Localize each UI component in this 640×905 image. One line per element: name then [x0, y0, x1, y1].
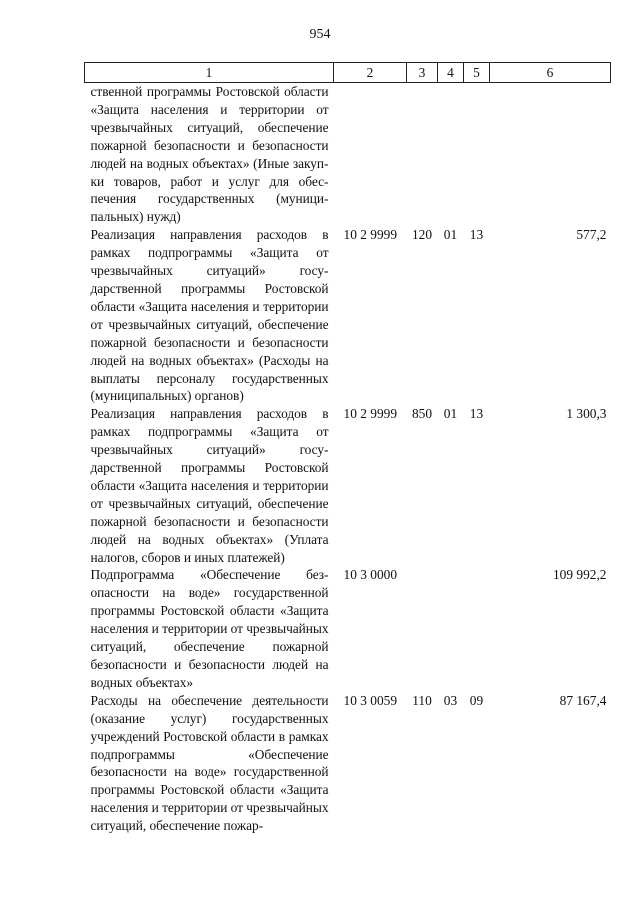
row-description: Реализация направления расходов в рамках подпрограммы «Защита от чрезвычайных ситуаций» государственной программы Ростовской области «Защита населения и территории от чрезвычайных ситуаций, обеспечение пожарной безопасности и безопасности людей на водных объектах» (Расходы на выплаты персоналу государственных (муниципальных) органов) [90, 227, 329, 404]
row-pr: 13 [469, 406, 484, 422]
header-col-6: 6 [490, 63, 611, 83]
row-vr: 120 [411, 227, 433, 243]
budget-table [84, 62, 611, 835]
header-col-1: 1 [85, 63, 334, 83]
table-header [85, 63, 611, 83]
row-pr [464, 566, 490, 691]
table-row [85, 566, 611, 691]
row-pr: 13 [469, 227, 484, 243]
row-csr: 10 2 9999 [343, 406, 398, 422]
row-description: Подпрограмма «Обеспечение безопасности на воде» государственной программы Ростовской области «Защита населения и территории от чрезвычайных ситуаций, обеспечение пожарной безопасности и безопасности людей на водных объектах» [90, 567, 329, 690]
row-sum: 1 300,3 [566, 406, 607, 422]
header-row [85, 63, 611, 83]
row-pr [464, 83, 490, 227]
header-col-3: 3 [407, 63, 438, 83]
row-description: ственной программы Ростовской области «Защита населения и территории от чрезвычайных ситуаций, обеспечение пожарной безопасности и безопасности людей на водных объектах» (Иные закупки товаров, работ и услуг для обеспечения государственных (муниципальных) нужд) [90, 84, 329, 225]
header-col-4: 4 [438, 63, 464, 83]
table-row [85, 405, 611, 566]
page-number: 954 [309, 27, 331, 42]
table-row [85, 83, 611, 227]
row-vr: 850 [411, 406, 433, 422]
header-col-2: 2 [334, 63, 407, 83]
table-row [85, 226, 611, 405]
row-sum [490, 83, 611, 227]
row-vr: 110 [412, 692, 432, 708]
row-rz [438, 83, 464, 227]
row-rz [438, 566, 464, 691]
row-csr: 10 2 9999 [343, 227, 398, 243]
table-body [85, 83, 611, 836]
row-vr [407, 83, 438, 227]
row-vr [407, 566, 438, 691]
row-sum: 109 992,2 [552, 567, 607, 583]
row-csr: 10 3 0059 [343, 692, 398, 708]
row-pr: 09 [469, 692, 484, 708]
header-col-5: 5 [464, 63, 490, 83]
row-rz: 03 [443, 692, 458, 708]
row-description: Реализация направления расходов в рамках подпрограммы «Защита от чрезвычайных ситуаций» государственной программы Ростовской области «Защита населения и территории от чрезвычайных ситуаций, обеспечение пожарной безопасности и безопасности людей на водных объектах» (Уплата налогов, сборов и иных платежей) [90, 406, 329, 565]
row-description: Расходы на обеспечение деятельности (оказание услуг) государственных учреждений Ростовской области в рамках подпрограммы «Обеспечение безопасности на воде» государственной программы Ростовской области «Защита населения и территории от чрезвычайных ситуаций, обеспечение пожар- [90, 692, 329, 834]
row-sum: 577,2 [576, 227, 607, 243]
row-sum: 87 167,4 [559, 692, 607, 708]
table-row [85, 692, 611, 835]
row-rz: 01 [443, 406, 458, 422]
row-rz: 01 [443, 227, 458, 243]
row-csr [334, 83, 407, 227]
row-csr: 10 3 0000 [343, 567, 398, 583]
